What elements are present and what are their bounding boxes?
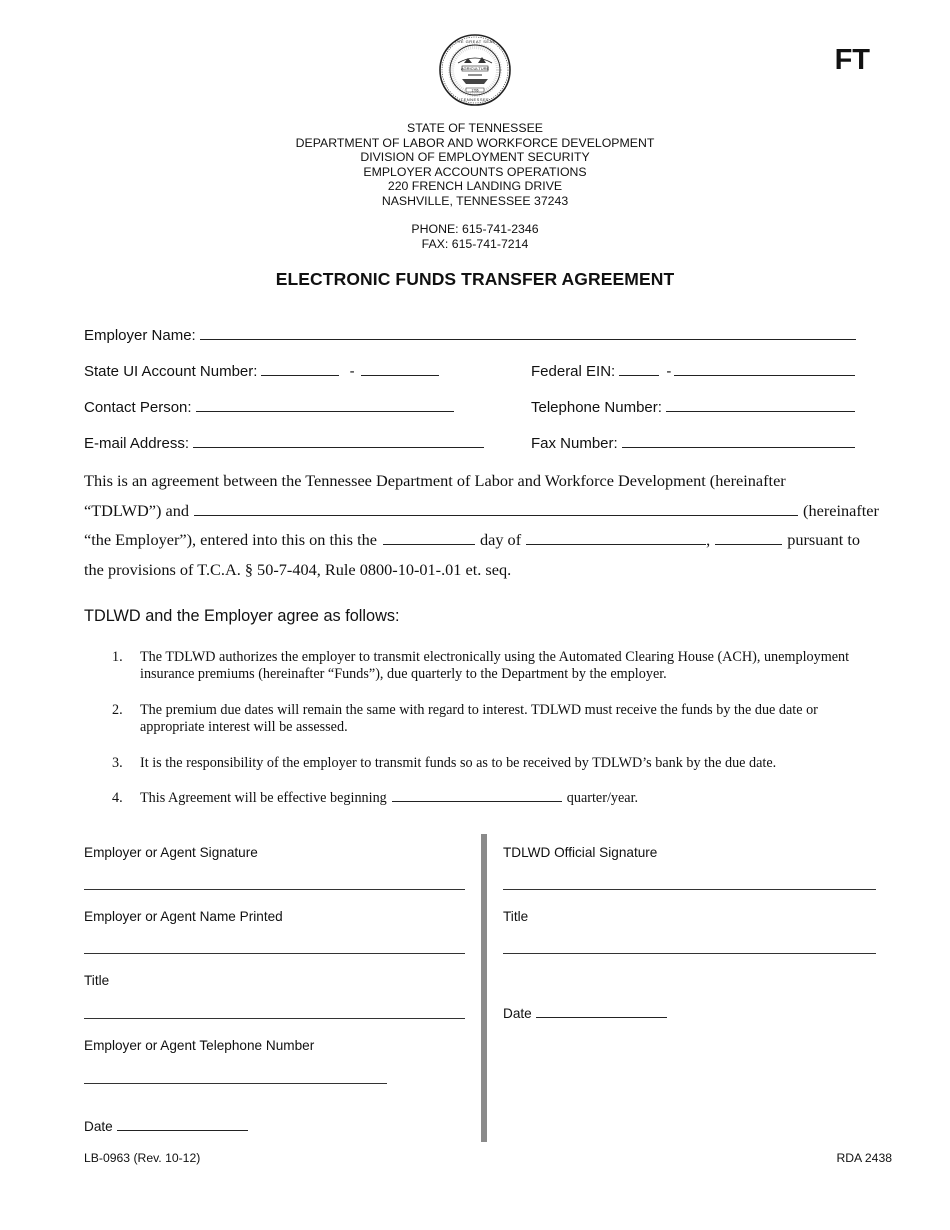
- term-item: [112, 790, 892, 808]
- agreement-line-4: the provisions of T.C.A. § 50-7-404, Rule 0800-10-01-.01 et. seq.: [84, 560, 512, 579]
- agree-heading: TDLWD and the Employer agree as follows:: [84, 607, 400, 625]
- effective-quarter-input[interactable]: [392, 790, 562, 802]
- agreement-line-2: [84, 501, 879, 521]
- agreement-line-3-end: pursuant to: [787, 530, 861, 549]
- federal-ein-input-part2[interactable]: [674, 363, 855, 376]
- contact-person-field: [84, 399, 454, 416]
- employer-name-printed-line[interactable]: [84, 953, 465, 954]
- term-item: [112, 649, 892, 685]
- state-seal: [438, 33, 512, 107]
- agreement-line-1: This is an agreement between the Tennessee Department of Labor and Workforce Development (hereinafter: [84, 471, 786, 490]
- federal-ein-field: [531, 363, 855, 380]
- employer-signature-label: Employer or Agent Signature: [84, 845, 258, 860]
- term-text: It is the responsibility of the employer to transmit funds so as to be received by TDLWD’s bank by the due date.: [140, 755, 777, 771]
- contact-person-label: Contact Person:: [84, 399, 192, 416]
- svg-text:1796: 1796: [471, 88, 479, 93]
- agreement-day-input[interactable]: [383, 532, 475, 545]
- agreement-line-3-start: “the Employer”), entered into this on this the: [84, 530, 377, 549]
- fax-number-label: Fax Number:: [531, 435, 618, 452]
- agreement-year-input[interactable]: [715, 532, 782, 545]
- agreement-line-2-start: “TDLWD”) and: [84, 501, 190, 520]
- employer-telephone-label: Employer or Agent Telephone Number: [84, 1038, 315, 1053]
- employer-name-printed-label: Employer or Agent Name Printed: [84, 909, 283, 924]
- term-text: The TDLWD authorizes the employer to transmit electronically using the Automated Clearing House (ACH), unemployment insurance premiums (hereinafter “Funds”), due quarterly to the Department by the employer.: [140, 649, 850, 682]
- rda-number: RDA 2438: [836, 1151, 892, 1165]
- email-address-label: E-mail Address:: [84, 435, 190, 452]
- state-ui-account-field: [84, 363, 439, 380]
- document-title: ELECTRONIC FUNDS TRANSFER AGREEMENT: [275, 269, 675, 289]
- agreement-day-of: day of: [479, 530, 522, 549]
- employer-date-input[interactable]: [117, 1119, 248, 1131]
- term-item: [112, 702, 892, 738]
- employer-date-label: Date: [84, 1119, 113, 1134]
- header-line: STATE OF TENNESSEE: [407, 121, 543, 135]
- fax-number-input[interactable]: [622, 435, 855, 448]
- agency-header: [0, 121, 950, 209]
- telephone-number-label: Telephone Number:: [531, 399, 662, 416]
- header-line: EMPLOYER ACCOUNTS OPERATIONS: [363, 164, 587, 179]
- header-line: 220 FRENCH LANDING DRIVE: [387, 179, 563, 194]
- header-line: DEPARTMENT OF LABOR AND WORKFORCE DEVELOPMENT: [295, 135, 655, 150]
- employer-title-label: Title: [84, 973, 110, 988]
- svg-text:TENNESSEE: TENNESSEE: [460, 97, 490, 102]
- svg-text:AGRICULTURE: AGRICULTURE: [460, 66, 490, 72]
- employer-telephone-line[interactable]: [84, 1083, 387, 1084]
- tdlwd-signature-label: TDLWD Official Signature: [503, 845, 658, 860]
- term-number: 1.: [112, 649, 123, 665]
- agency-contact: [0, 222, 950, 251]
- term-text: [140, 790, 880, 807]
- form-revision: LB-0963 (Rev. 10-12): [84, 1151, 201, 1165]
- account-dash: -: [349, 363, 355, 380]
- state-ui-account-input-part2[interactable]: [361, 363, 439, 376]
- form-code: FT: [834, 44, 870, 76]
- term-number: 4.: [112, 790, 123, 806]
- ein-dash: -: [666, 363, 672, 380]
- state-seal-graphic: [438, 33, 512, 107]
- term-number: 2.: [112, 702, 123, 718]
- agreement-month-input[interactable]: [526, 532, 706, 545]
- employer-legal-name-input[interactable]: [194, 503, 798, 516]
- employer-name-input[interactable]: [200, 327, 856, 340]
- fax-number-field: [531, 435, 855, 452]
- agreement-line-3: [84, 530, 860, 550]
- state-ui-account-input-part1[interactable]: [261, 363, 339, 376]
- tdlwd-date-label: Date: [503, 1006, 532, 1021]
- tdlwd-title-label: Title: [503, 909, 529, 924]
- federal-ein-input-part1[interactable]: [619, 363, 659, 376]
- fax-number: FAX: 615-741-7214: [421, 236, 529, 251]
- state-ui-account-label: State UI Account Number:: [84, 363, 258, 380]
- employer-name-field: [84, 327, 856, 344]
- term-4-end: quarter/year.: [566, 790, 639, 806]
- telephone-number-field: [531, 399, 855, 416]
- employer-name-label: Employer Name:: [84, 327, 196, 344]
- tdlwd-title-line[interactable]: [503, 953, 876, 954]
- term-item: [112, 755, 892, 773]
- employer-date-field: [84, 1119, 248, 1134]
- federal-ein-label: Federal EIN:: [531, 363, 616, 380]
- term-number: 3.: [112, 755, 123, 771]
- email-address-input[interactable]: [193, 435, 484, 448]
- contact-person-input[interactable]: [196, 399, 454, 412]
- tdlwd-date-field: [503, 1006, 667, 1021]
- agreement-line-2-end: (hereinafter: [803, 501, 879, 520]
- employer-signature-line[interactable]: [84, 889, 465, 890]
- signature-divider: [481, 834, 487, 1142]
- agreement-comma: ,: [706, 530, 711, 549]
- header-line: DIVISION OF EMPLOYMENT SECURITY: [360, 150, 590, 165]
- term-4-start: This Agreement will be effective beginning: [140, 790, 387, 806]
- employer-title-line[interactable]: [84, 1018, 465, 1019]
- email-address-field: [84, 435, 484, 452]
- header-line: NASHVILLE, TENNESSEE 37243: [381, 193, 569, 208]
- term-text: The premium due dates will remain the same with regard to interest. TDLWD must receive the funds by the due date or appropriate interest will be assessed.: [140, 702, 818, 735]
- tdlwd-signature-line[interactable]: [503, 889, 876, 890]
- telephone-number-input[interactable]: [666, 399, 855, 412]
- tdlwd-date-input[interactable]: [536, 1006, 667, 1018]
- svg-text:THE GREAT SEAL: THE GREAT SEAL: [454, 39, 496, 44]
- phone-number: PHONE: 615-741-2346: [411, 222, 539, 236]
